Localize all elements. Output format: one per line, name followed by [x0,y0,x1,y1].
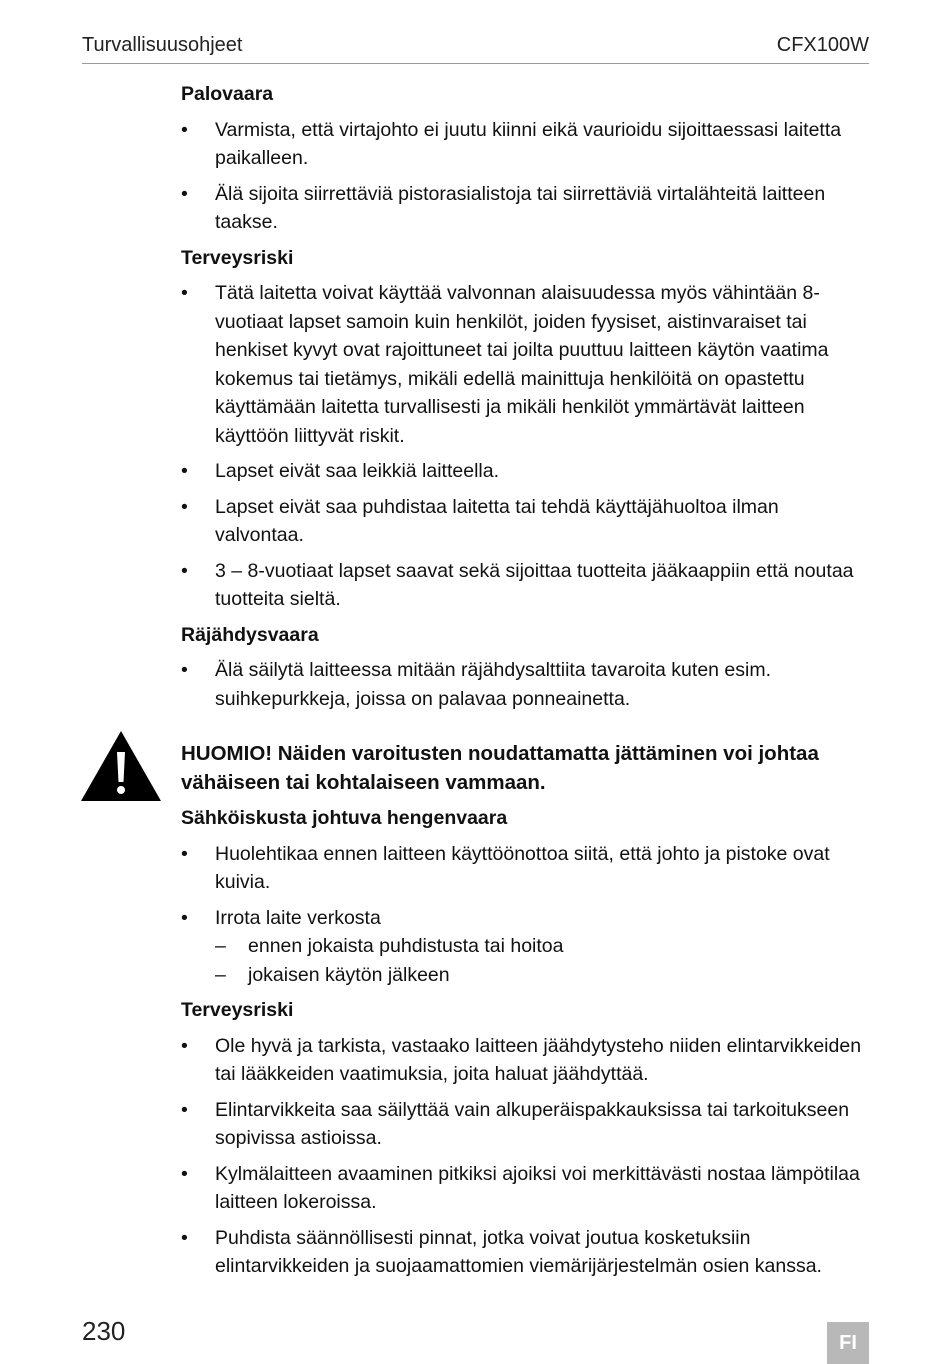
page-header [82,31,869,64]
section-terveysriski-2 [181,996,871,1281]
dash: – [215,963,226,986]
list-item: • Kylmälaitteen avaaminen pitkiksi ajoiksi voi merkittävästi nostaa lämpötilaa laitteen lokeroissa. [181,1160,871,1217]
bullet: • [181,1098,188,1121]
section-heading: Sähköiskusta johtuva hengenvaara [181,807,508,829]
page-content [181,80,871,1288]
list-item: • Ole hyvä ja tarkista, vastaako laitteen jäähdytysteho niiden elintarvikkeiden tai lääkkeiden vaatimuksia, joita haluat jäähdyttää. [181,1032,871,1089]
bullet: • [181,559,188,582]
header-section-title: Turvallisuusohjeet [82,34,243,56]
warning-heading: HUOMIO! Näiden varoitusten noudattamatta jättäminen voi johtaa vähäiseen tai kohtalaiseen vammaan. [181,742,819,794]
bullet: • [181,460,188,482]
bullet: • [181,1162,188,1185]
dash: – [215,935,226,957]
sub-list-item: – jokaisen käytön jälkeen [215,961,871,990]
bullet: • [181,182,188,205]
list-item: • Elintarvikkeita saa säilyttää vain alkuperäispakkauksissa tai tarkoitukseen sopivissa astioissa. [181,1096,871,1153]
section-palovaara [181,80,871,237]
list-item: • Tätä laitetta voivat käyttää valvonnan alaisuudessa myös vähintään 8-vuotiaat lapset samoin kuin henkilöt, joiden fyysiset, aistinvaraiset tai henkiset kyvyt ovat rajoittuneet tai joilta puuttuu laitteen käytön vaatima kokemus tai tietämys, mikäli edellä mainittuja henkilöitä on opastettu käyttämään laitetta turvallisesti ja mikäli henkilöt ymmärtävät laitteen käyttöön liittyvät riskit. [181,279,871,450]
list-item: • Älä sijoita siirrettäviä pistorasialistoja tai siirrettäviä virtalähteitä laitteen taakse. [181,180,871,237]
list-item: • Irrota laite verkosta – ennen jokaista puhdistusta tai hoitoa – jokaisen käytön jälkeen [181,904,871,990]
header-model-name: CFX100W [776,34,869,56]
bullet: • [181,842,188,865]
list-item: • 3 – 8-vuotiaat lapset saavat sekä sijoittaa tuotteita jääkaappiin että noutaa tuotteita sieltä. [181,557,871,614]
list-item: • Lapset eivät saa leikkiä laitteella. [181,457,871,486]
section-huomio [181,740,871,797]
bullet: • [181,495,188,518]
section-heading: Räjähdysvaara [181,623,319,646]
list-item: • Huolehtikaa ennen laitteen käyttöönottoa siitä, että johto ja pistoke ovat kuivia. [181,840,871,897]
bullet: • [181,1226,188,1249]
warning-triangle-icon [80,730,162,802]
section-heading: Terveysriski [181,246,294,269]
list-item: • Älä säilytä laitteessa mitään räjähdysalttiita tavaroita kuten esim. suihkepurkkeja, joissa on palavaa ponneainetta. [181,656,871,713]
list-item: • Varmista, että virtajohto ei juutu kiinni eikä vaurioidu sijoittaessasi laitetta paikalleen. [181,116,871,173]
section-rajahdysvaara [181,621,871,714]
section-heading: Terveysriski [181,999,294,1021]
section-heading: Palovaara [181,83,274,105]
bullet: • [181,659,188,681]
page-number: 230 [82,1316,126,1346]
bullet: • [181,118,188,141]
list-item: • Lapset eivät saa puhdistaa laitetta tai tehdä käyttäjähuoltoa ilman valvontaa. [181,493,871,550]
section-terveysriski-1 [181,244,871,614]
bullet: • [181,282,188,304]
bullet: • [181,1034,188,1057]
section-sahkoiskusta [181,804,871,989]
bullet: • [181,906,188,929]
sub-list-item: – ennen jokaista puhdistusta tai hoitoa [215,932,871,961]
language-badge: FI [827,1322,869,1364]
list-item: • Puhdista säännöllisesti pinnat, jotka voivat joutua kosketuksiin elintarvikkeiden ja suojaamattomien viemärijärjestelmän osien kanssa. [181,1224,871,1281]
